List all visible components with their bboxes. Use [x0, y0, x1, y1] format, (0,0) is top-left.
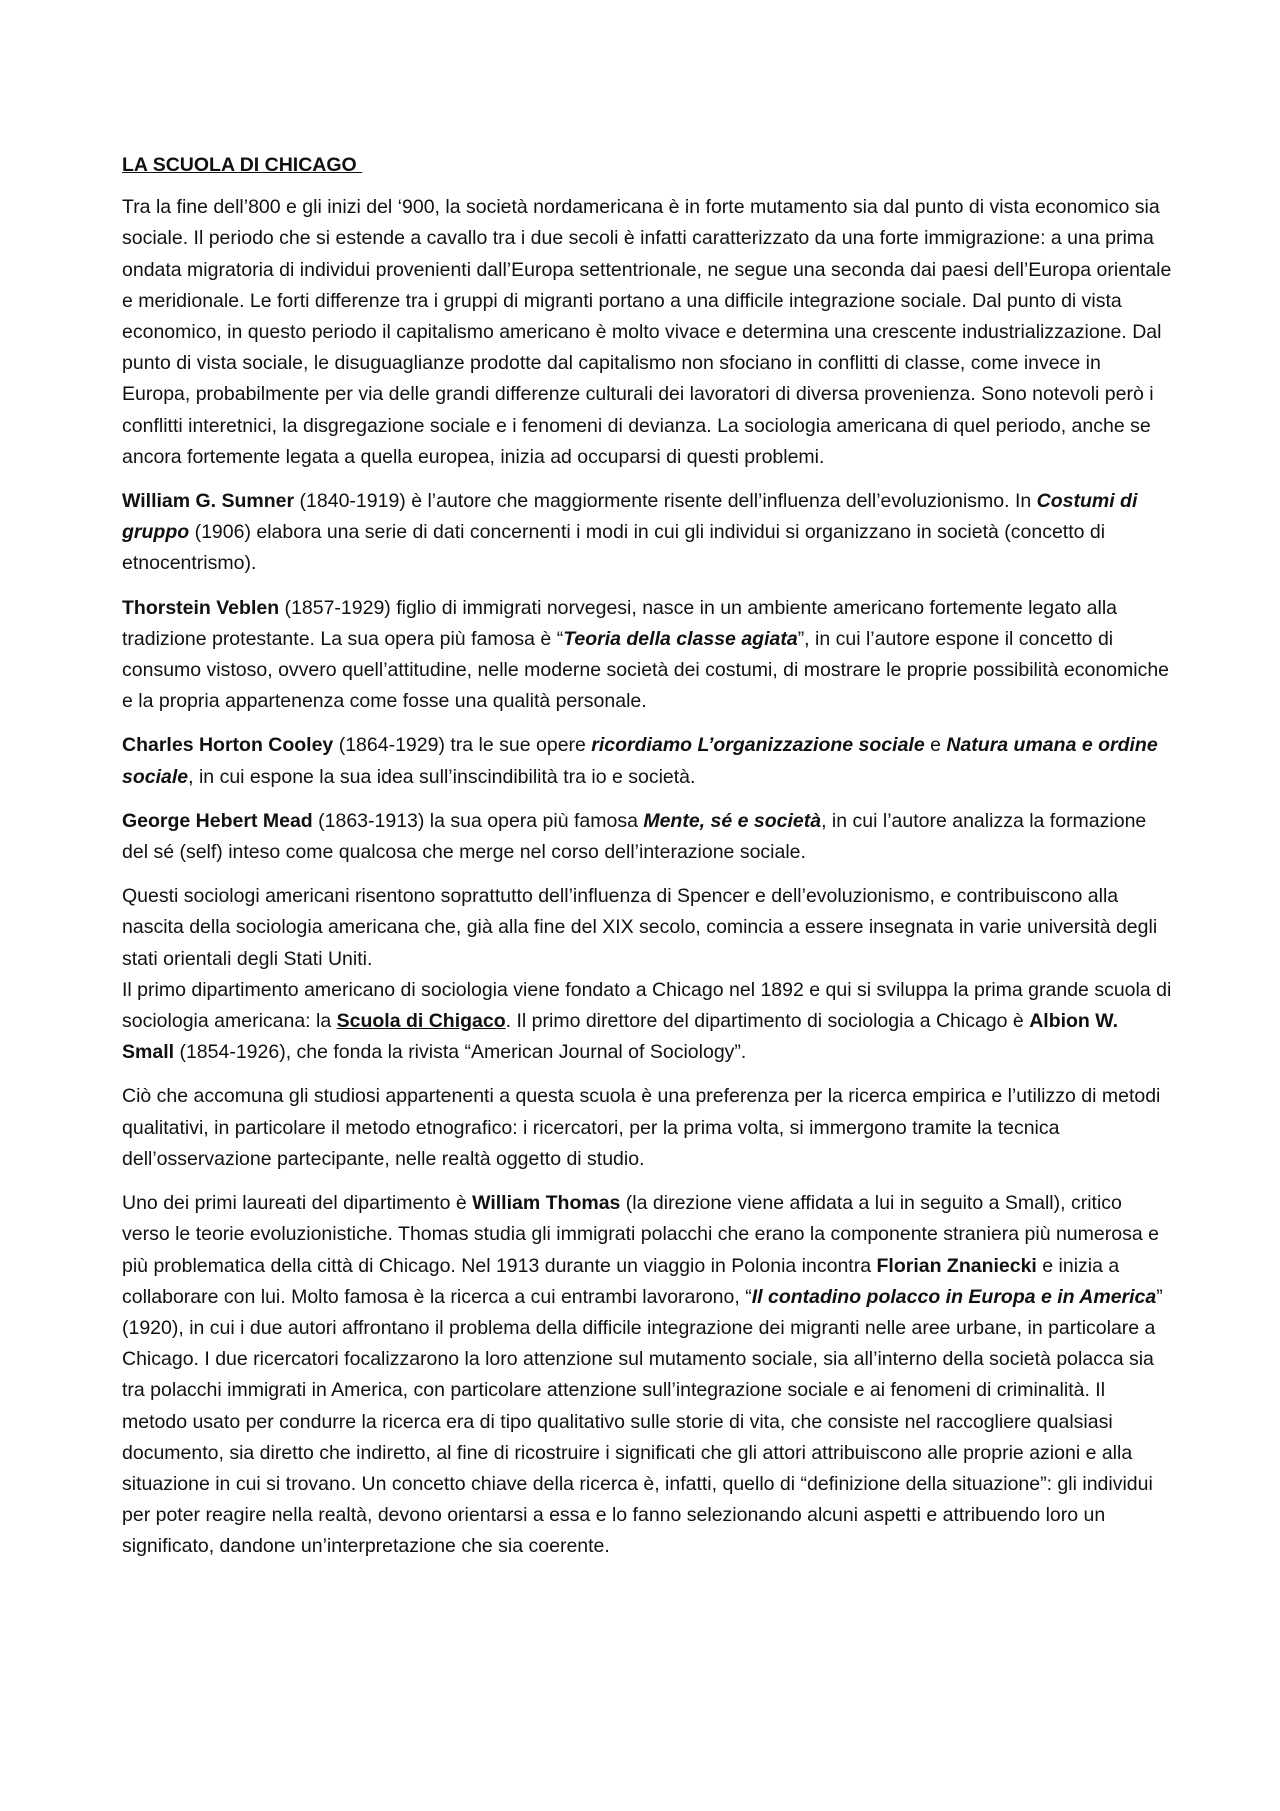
paragraph-mead	[122, 806, 1172, 868]
paragraph-text: . Il primo direttore del dipartimento di sociologia a Chicago è	[505, 1010, 1030, 1033]
work-title: Il contadino polacco in Europa e in America	[751, 1285, 1157, 1308]
paragraph-text: ”, in cui l’autore espone il concetto di consumo vistoso, ovvero quell’attitudine, nelle moderne società dei costumi, di mostrare le proprie possibilità economiche e la propria appartenenza come fosse una qualità personale.	[122, 627, 1170, 713]
paragraph-text: e	[924, 734, 947, 757]
paragraph-text: (1857-1929) figlio di immigrati norvegesi, nasce in un ambiente americano fortemente legato alla tradizione protestante. La sua opera più famosa è “	[122, 596, 1117, 650]
work-title: Natura umana e ordine sociale	[122, 734, 1158, 788]
paragraph-cooley	[122, 730, 1172, 792]
work-title: Teoria della classe agiata	[563, 627, 798, 650]
author-name: William Thomas	[472, 1192, 621, 1215]
paragraph-text: (1864-1929) tra le sue opere	[333, 734, 592, 757]
author-name: George Hebert Mead	[122, 809, 313, 832]
paragraph-text: (1863-1913) la sua opera più famosa	[312, 809, 644, 832]
paragraph-text: (1840-1919) è l’autore che maggiormente risente dell’influenza dell’evoluzionismo. In	[294, 490, 1037, 513]
work-title: ricordiamo L’organizzazione sociale	[591, 734, 925, 757]
paragraph-text: ” (1920), in cui i due autori affrontano il problema della difficile integrazione dei migranti nelle aree urbane, in particolare a Chicago. I due ricercatori focalizzarono la loro attenzione sul mutamento sociale, sia all’interno della società polacca sia tra polacchi immigrati in America, con particolare attenzione sull’integrazione sociale e ai fenomeni di criminalità. Il metodo usato per condurre la ricerca era di tipo qualitativo sulle storie di vita, che consiste nel raccogliere qualsiasi documento, sia diretto che indiretto, al fine di ricostruire i significati che gli attori attribuiscono alle proprie azioni e alla situazione in cui si trovano. Un concetto chiave della ricerca è, infatti, quello di “definizione della situazione”: gli individui per poter reagire nella realtà, devono orientarsi a essa e lo fanno selezionando alcuni aspetti e attribuendo loro un significato, dandone un’interpretazione che sia coerente.	[122, 1285, 1163, 1558]
paragraph-text: e inizia a collaborare con lui. Molto famosa è la ricerca a cui entrambi lavorarono, “	[122, 1254, 1120, 1308]
paragraph-sumner	[122, 486, 1172, 580]
paragraph-methods: Ciò che accomuna gli studiosi appartenenti a questa scuola è una preferenza per la ricerca empirica e l’utilizzo di metodi qualitativi, in particolare il metodo etnografico: i ricercatori, per la prima volta, si immergono tramite la tecnica dell’osservazione partecipante, nelle realtà oggetto di studio.	[122, 1085, 1161, 1170]
paragraph-veblen	[122, 593, 1172, 718]
paragraph-thomas	[122, 1188, 1172, 1562]
paragraph-text: Uno dei primi laureati del dipartimento è	[122, 1192, 473, 1215]
author-name: Charles Horton Cooley	[122, 734, 334, 757]
document-page	[122, 150, 1172, 1576]
work-title: Costumi di gruppo	[122, 490, 1138, 544]
paragraph-text: (1906) elabora una serie di dati concernenti i modi in cui gli individui si organizzano in società (concetto di etnocentrismo).	[122, 521, 1106, 575]
paragraph-text: , in cui l’autore analizza la formazione del sé (self) inteso come qualcosa che merge nel corso dell’interazione sociale.	[122, 809, 1147, 864]
author-name: Thorstein Veblen	[122, 596, 280, 619]
author-name: Florian Znaniecki	[876, 1254, 1037, 1277]
paragraph-chicago-department	[122, 975, 1172, 1069]
paragraph-american-sociologists: Questi sociologi americani risentono soprattutto dell’influenza di Spencer e dell’evoluzionismo, e contribuiscono alla nascita della sociologia americana che, già alla fine del XIX secolo, comincia a essere insegnata in varie università degli stati orientali degli Stati Uniti.	[122, 885, 1158, 970]
work-title: Mente, sé e società	[643, 809, 822, 832]
paragraph-text: Il primo dipartimento americano di sociologia viene fondato a Chicago nel 1892 e qui si sviluppa la prima grande scuola di sociologia americana: la	[122, 978, 1172, 1033]
paragraph-text: (1854-1926), che fonda la rivista “American Journal of Sociology”.	[174, 1041, 747, 1064]
author-name: William G. Sumner	[122, 490, 295, 513]
paragraph-text: (la direzione viene affidata a lui in seguito a Small), critico verso le teorie evoluzionistiche. Thomas studia gli immigrati polacchi che erano la componente straniera più numerosa e più problematica della città di Chicago. Nel 1913 durante un viaggio in Polonia incontra	[122, 1192, 1159, 1277]
paragraph-intro: Tra la fine dell’800 e gli inizi del ‘900, la società nordamericana è in forte mutamento sia dal punto di vista economico sia sociale. Il periodo che si estende a cavallo tra i due secoli è infatti caratterizzato da una forte immigrazione: a una prima ondata migratoria di individui provenienti dall’Europa settentrionale, ne segue una seconda dai paesi dell’Europa orientale e meridionale. Le forti differenze tra i gruppi di migranti portano a una difficile integrazione sociale. Dal punto di vista economico, in questo periodo il capitalismo americano è molto vivace e determina una crescente industrializzazione. Dal punto di vista sociale, le disuguaglianze prodotte dal capitalismo non sfociano in conflitti di classe, come invece in Europa, probabilmente per via delle grandi differenze culturali dei lavoratori di diversa provenienza. Sono notevoli però i conflitti interetnici, la disgregazione sociale e i fenomeni di devianza. La sociologia americana di quel periodo, anche se ancora fortemente legata a quella europea, inizia ad occuparsi di questi problemi.	[122, 196, 1172, 468]
author-name: Albion W. Small	[122, 1010, 1119, 1064]
school-name: Scuola di Chigaco	[336, 1010, 506, 1033]
document-title: LA SCUOLA DI CHICAGO	[122, 154, 363, 176]
paragraph-text: , in cui espone la sua idea sull’inscindibilità tra io e società.	[188, 765, 696, 788]
